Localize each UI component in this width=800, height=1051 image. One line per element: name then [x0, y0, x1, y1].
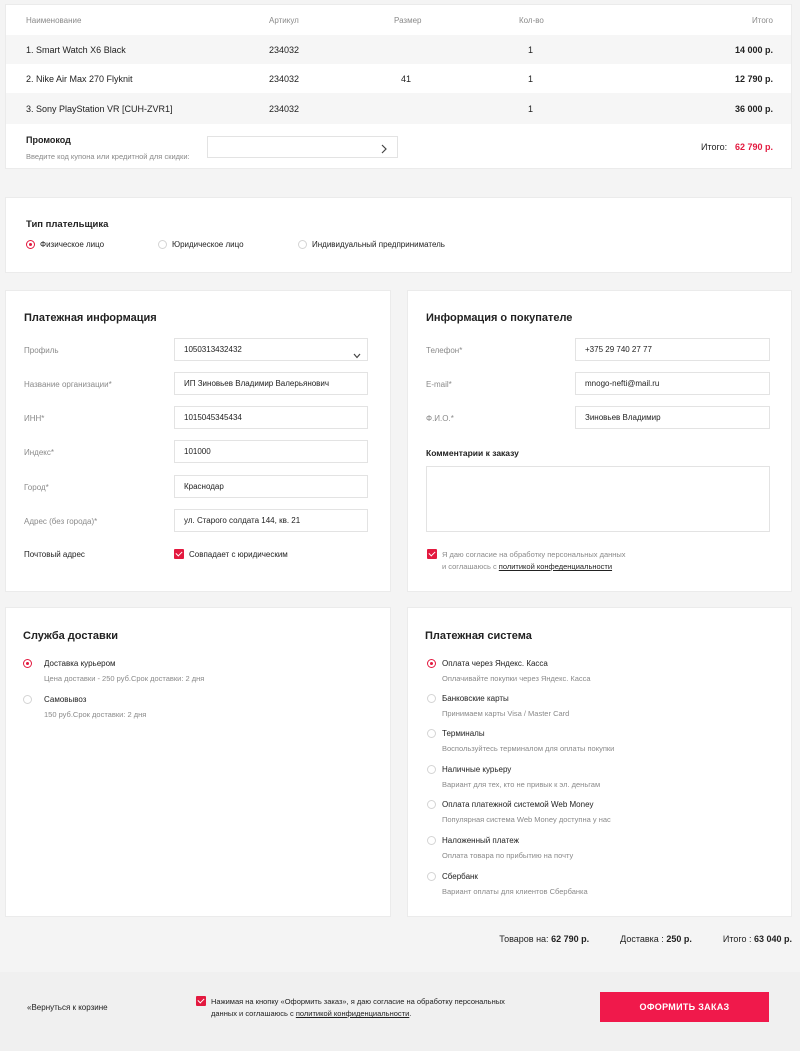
item-size: 41 — [401, 74, 412, 84]
payment-option-sub: Оплачивайте покупки через Яндекс. Касса — [442, 674, 591, 683]
radio-courier[interactable] — [23, 659, 32, 668]
item-article: 234032 — [269, 45, 300, 55]
field-label: Город* — [24, 483, 49, 492]
back-to-cart-link[interactable] — [27, 1003, 108, 1012]
promo-input[interactable] — [207, 136, 398, 158]
payment-option-label: Наложенный платеж — [442, 836, 519, 845]
field-label: Профиль — [24, 346, 59, 355]
payer-type-title: Тип плательщика — [26, 219, 109, 230]
email-field[interactable]: mnogo-nefti@mail.ru — [575, 372, 770, 395]
buyer-info-card — [407, 290, 792, 592]
postal-same-checkbox[interactable] — [174, 549, 184, 559]
order-summary — [499, 934, 792, 944]
payment-option-sub: Вариант оплаты для клиентов Сбербанка — [442, 887, 588, 896]
item-total: 14 000 р. — [734, 45, 773, 55]
delivery-card — [5, 607, 391, 917]
radio-payment-yandex[interactable] — [427, 659, 436, 668]
item-name: 1. Smart Watch X6 Black — [26, 45, 126, 55]
item-qty: 1 — [528, 45, 534, 55]
summary-goods-value: 62 790 р. — [551, 934, 590, 944]
field-label: Название организации* — [24, 380, 112, 389]
inn-field[interactable]: 1015045345434 — [174, 406, 368, 429]
payment-system-title: Платежная система — [425, 630, 532, 642]
radio-legal-entity[interactable] — [158, 240, 167, 249]
payment-option-sub: Принимаем карты Visa / Master Card — [442, 709, 570, 718]
fullname-field[interactable]: Зиновьев Владимир — [575, 406, 770, 429]
chevron-down-icon[interactable] — [353, 346, 361, 364]
index-field[interactable]: 101000 — [174, 440, 368, 463]
submit-order-button[interactable]: ОФОРМИТЬ ЗАКАЗ — [600, 992, 769, 1022]
col-header-qty: Кол-во — [519, 16, 544, 25]
comment-textarea[interactable] — [426, 466, 770, 532]
cart-total-value: 62 790 р. — [734, 142, 773, 152]
delivery-title: Служба доставки — [23, 630, 119, 642]
table-row — [6, 64, 791, 93]
item-article: 234032 — [269, 104, 300, 114]
field-label: Телефон* — [426, 346, 463, 355]
summary-delivery-value: 250 р. — [666, 934, 692, 944]
profile-select[interactable]: 1050313432432 — [174, 338, 368, 361]
delivery-option-label: Самовывоз — [44, 695, 87, 704]
radio-pickup[interactable] — [23, 695, 32, 704]
payment-option-sub: Оплата товара по прибытию на почту — [442, 851, 574, 860]
order-consent-line2-text: данных и соглашаюсь с — [211, 1009, 296, 1018]
cart-total-label: Итого: — [701, 142, 728, 152]
checkout-footer — [0, 972, 800, 1051]
consent-line1: Я даю согласие на обработку персональных данных — [442, 550, 626, 559]
col-header-size: Размер — [394, 16, 422, 25]
col-header-total: Итого — [752, 16, 773, 25]
city-field[interactable]: Краснодар — [174, 475, 368, 498]
consent-checkbox[interactable] — [427, 549, 437, 559]
phone-field[interactable]: +375 29 740 27 77 — [575, 338, 770, 361]
privacy-policy-link[interactable]: политикой конфеденциальности — [498, 562, 613, 571]
payment-option-sub: Воспользуйтесь терминалом для оплаты покупки — [442, 744, 615, 753]
order-privacy-link[interactable]: политикой конфиденциальности — [295, 1009, 410, 1018]
order-consent-line2 — [211, 1009, 411, 1018]
item-qty: 1 — [528, 104, 534, 114]
postal-check-label: Совпадает с юридическим — [189, 550, 288, 559]
order-consent-line1: Нажимая на кнопку «Оформить заказ», я даю согласие на обработку персональных — [211, 997, 505, 1006]
radio-label: Физическое лицо — [40, 240, 105, 249]
radio-payment-terminals[interactable] — [427, 729, 436, 738]
payment-option-sub: Вариант для тех, кто не привык к эл. деньгам — [442, 780, 601, 789]
payment-option-label: Сбербанк — [442, 872, 478, 881]
col-header-name: Наименование — [26, 16, 82, 25]
radio-individual[interactable] — [26, 240, 35, 249]
address-field[interactable]: ул. Старого солдата 144, кв. 21 — [174, 509, 368, 532]
comment-title: Комментарии к заказу — [426, 448, 519, 458]
consent-line2 — [442, 562, 612, 571]
delivery-option-sub: Цена доставки - 250 руб.Срок доставки: 2 дня — [44, 674, 205, 683]
field-label: Ф.И.О.* — [426, 414, 454, 423]
item-total: 12 790 р. — [734, 74, 773, 84]
back-to-cart-label: Вернуться к корзине — [31, 1003, 108, 1012]
promo-hint: Введите код купона или кредитной для скидки: — [26, 152, 190, 161]
radio-entrepreneur[interactable] — [298, 240, 307, 249]
buyer-info-title: Информация о покупателе — [426, 312, 573, 324]
radio-label: Юридическое лицо — [172, 240, 244, 249]
radio-payment-webmoney[interactable] — [427, 800, 436, 809]
delivery-option-sub: 150 руб.Срок доставки: 2 дня — [44, 710, 147, 719]
item-article: 234032 — [269, 74, 300, 84]
field-label: Адрес (без города)* — [24, 517, 98, 526]
promo-title: Промокод — [26, 135, 71, 145]
radio-payment-cards[interactable] — [427, 694, 436, 703]
col-header-article: Артикул — [269, 16, 299, 25]
item-total: 36 000 р. — [734, 104, 773, 114]
summary-goods-label: Товаров на: — [499, 934, 549, 944]
payment-system-card — [407, 607, 792, 917]
item-name: 2. Nike Air Max 270 Flyknit — [26, 74, 133, 84]
chevron-right-icon[interactable] — [380, 141, 388, 159]
radio-label: Индивидуальный предприниматель — [312, 240, 445, 249]
cart-table — [5, 4, 792, 169]
payment-option-sub: Популярная система Web Money доступна у нас — [442, 815, 611, 824]
payment-option-label: Терминалы — [442, 729, 485, 738]
item-name: 3. Sony PlayStation VR [CUH-ZVR1] — [26, 104, 173, 114]
field-label: Индекс* — [24, 448, 54, 457]
summary-total-value: 63 040 р. — [753, 934, 792, 944]
table-row — [6, 35, 791, 64]
field-label: E-mail* — [426, 380, 452, 389]
delivery-option-label: Доставка курьером — [44, 659, 116, 668]
summary-total-label: Итого : — [722, 934, 752, 944]
field-label: ИНН* — [24, 414, 45, 423]
summary-delivery-label: Доставка : — [620, 934, 664, 944]
payment-option-label: Банковские карты — [442, 694, 509, 703]
payment-info-title: Платежная информация — [24, 312, 157, 324]
payment-option-label: Оплата платежной системой Web Money — [442, 800, 594, 809]
item-qty: 1 — [528, 74, 534, 84]
org-name-field[interactable]: ИП Зиновьев Владимир Валерьянович — [174, 372, 368, 395]
radio-payment-sberbank[interactable] — [427, 872, 436, 881]
consent-line2-text: и соглашаюсь с — [442, 562, 499, 571]
order-consent-checkbox[interactable] — [196, 996, 206, 1006]
payment-info-card — [5, 290, 391, 592]
payment-option-label: Оплата через Яндекс. Касса — [442, 659, 548, 668]
postal-label: Почтовый адрес — [24, 550, 85, 559]
order-consent-end: . — [409, 1009, 412, 1018]
radio-payment-cod[interactable] — [427, 836, 436, 845]
payment-option-label: Наличные курьеру — [442, 765, 512, 774]
radio-payment-cash[interactable] — [427, 765, 436, 774]
table-row — [6, 93, 791, 124]
double-chevron-left-icon: « — [27, 1003, 32, 1012]
payer-type-card — [5, 197, 792, 273]
